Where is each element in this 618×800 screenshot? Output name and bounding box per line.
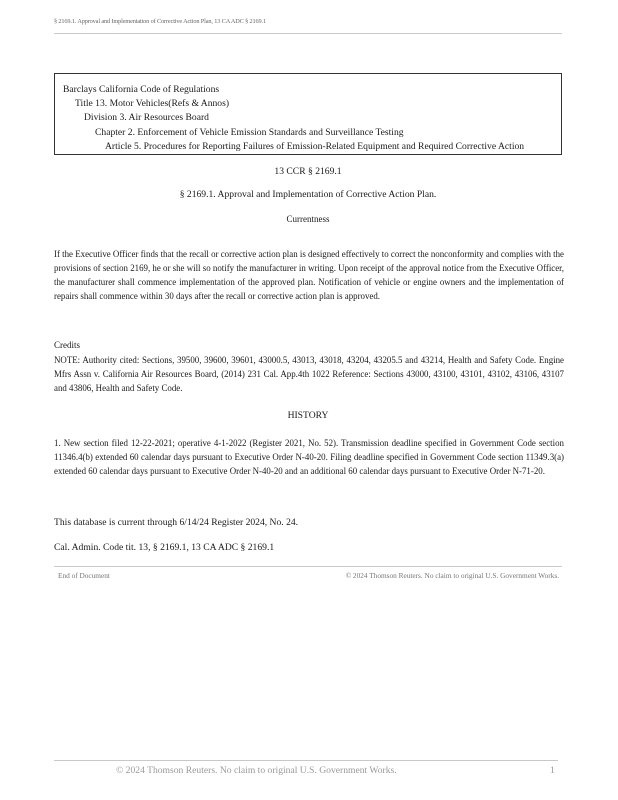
citation-chapter: Chapter 2. Enforcement of Vehicle Emission Standards and Surveillance Testing xyxy=(95,126,404,138)
currency-note: This database is current through 6/14/24 Register 2024, No. 24. xyxy=(54,517,299,528)
citation-division: Division 3. Air Resources Board xyxy=(84,112,209,124)
section-heading: § 2169.1. Approval and Implementation of Corrective Action Plan. xyxy=(179,189,437,200)
body-text: If the Executive Officer finds that the recall or corrective action plan is designed effectively to correct the nonconformity and complies with the provisions of section 2169, he or she will so notify the manufacturer in writing. Upon receipt of the approval notice from the Executive Officer, the manufacturer shall commence implementation of the approved plan. Notification of vehicle or engine owners and the implementation of repairs shall commence within 30 days after the recall or corrective action plan is approved. xyxy=(54,249,564,301)
end-of-document-row xyxy=(58,571,559,580)
section-cite: 13 CCR § 2169.1 xyxy=(274,166,342,177)
credits-note: NOTE: Authority cited: Sections, 39500, 39600, 39601, 43000.5, 43013, 43018, 43204, 43205.5 and 43214, Health and Safety Code. Engine Mfrs Assn v. California Air Resources Board, (2014) 231 Cal. App.4th 1022 Reference: Sections 43000, 43100, 43101, 43102, 43106, 43107 and 43806, Health and Safety Code. xyxy=(54,355,564,393)
credits-label: Credits xyxy=(54,340,80,350)
citation-title: Title 13. Motor Vehicles(Refs & Annos) xyxy=(75,98,230,110)
footer-copyright: © 2024 Thomson Reuters. No claim to original U.S. Government Works. xyxy=(116,765,397,776)
end-divider xyxy=(54,566,562,567)
citation-article: Article 5. Procedures for Reporting Failures of Emission-Related Equipment and Required Corrective Action xyxy=(105,140,525,152)
history-entry: 1. New section filed 12-22-2021; operative 4-1-2022 (Register 2021, No. 52). Transmission deadline specified in Government Code section 11346.4(b) extended 60 calendar days pursuant to Executive Order N-40-20. Filing deadline specified in Government Code section 11349.3(a) extended 60 calendar days pursuant to Executive Order N-40-20 and an additional 60 calendar days pursuant to Executive Order N-71-20. xyxy=(54,438,564,476)
citation-box xyxy=(54,73,562,155)
currentness-label: Currentness xyxy=(286,214,330,224)
footer-divider xyxy=(54,760,558,761)
page-number: 1 xyxy=(550,765,555,776)
citation-source: Barclays California Code of Regulations xyxy=(63,84,220,95)
cite-line: Cal. Admin. Code tit. 13, § 2169.1, 13 CA ADC § 2169.1 xyxy=(54,542,275,553)
running-header: § 2169.1. Approval and Implementation of Corrective Action Plan, 13 CA ADC § 2169.1 xyxy=(54,18,562,34)
end-copyright: © 2024 Thomson Reuters. No claim to original U.S. Government Works. xyxy=(345,571,559,580)
history-heading: HISTORY xyxy=(287,410,329,421)
end-of-document-label: End of Document xyxy=(58,571,110,580)
